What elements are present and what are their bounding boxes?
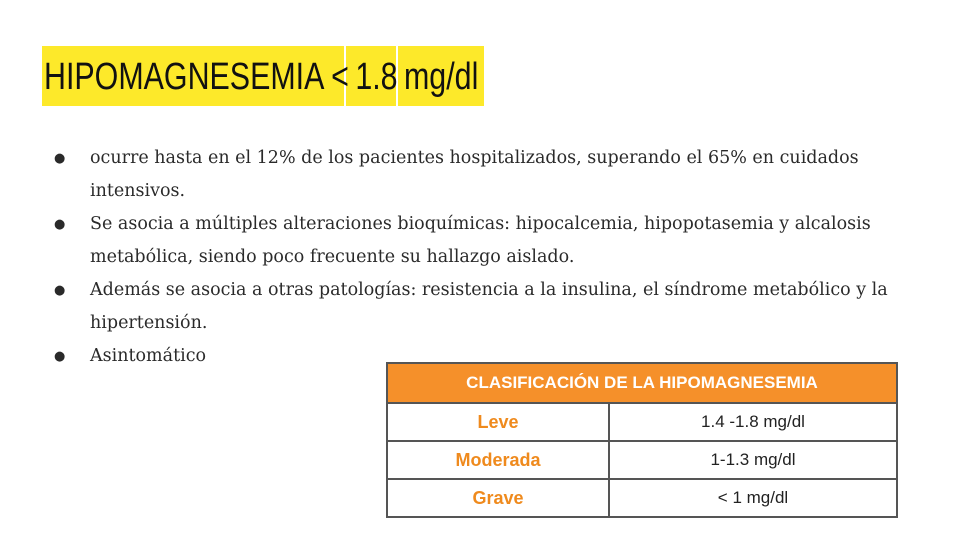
page-title [42, 46, 484, 106]
severity-level: Leve [387, 403, 609, 441]
table-row [387, 479, 897, 517]
bullet-icon: ● [54, 283, 66, 298]
bullet-item [50, 142, 920, 208]
severity-range: 1-1.3 mg/dl [609, 441, 897, 479]
title-part-1: HIPOMAGNESEMIA < [44, 56, 349, 98]
title-text [44, 46, 478, 106]
bullet-item [50, 208, 920, 274]
table-row [387, 441, 897, 479]
bullet-item [50, 274, 920, 340]
title-part-3: mg/dl [403, 56, 479, 98]
severity-level: Moderada [387, 441, 609, 479]
title-part-2: 1.8 [355, 56, 398, 98]
severity-range: < 1 mg/dl [609, 479, 897, 517]
table-row [387, 403, 897, 441]
bullet-text: Asintomático [90, 346, 207, 366]
bullet-list [50, 142, 920, 373]
bullet-text: ocurre hasta en el 12% de los pacientes hospitalizados, superando el 65% en cuidados intensivos. [90, 148, 859, 201]
severity-range: 1.4 -1.8 mg/dl [609, 403, 897, 441]
classification-table [386, 362, 898, 518]
severity-level: Grave [387, 479, 609, 517]
bullet-icon: ● [54, 151, 66, 166]
table-header-row [387, 363, 897, 403]
bullet-icon: ● [54, 217, 66, 232]
bullet-text: Además se asocia a otras patologías: resistencia a la insulina, el síndrome metabólico y la hipertensión. [90, 280, 888, 333]
bullet-text: Se asocia a múltiples alteraciones bioquímicas: hipocalcemia, hipopotasemia y alcalosis metabólica, siendo poco frecuente su hallazgo aislado. [90, 214, 871, 267]
table-header: CLASIFICACIÓN DE LA HIPOMAGNESEMIA [387, 363, 897, 403]
bullet-icon: ● [54, 349, 66, 364]
